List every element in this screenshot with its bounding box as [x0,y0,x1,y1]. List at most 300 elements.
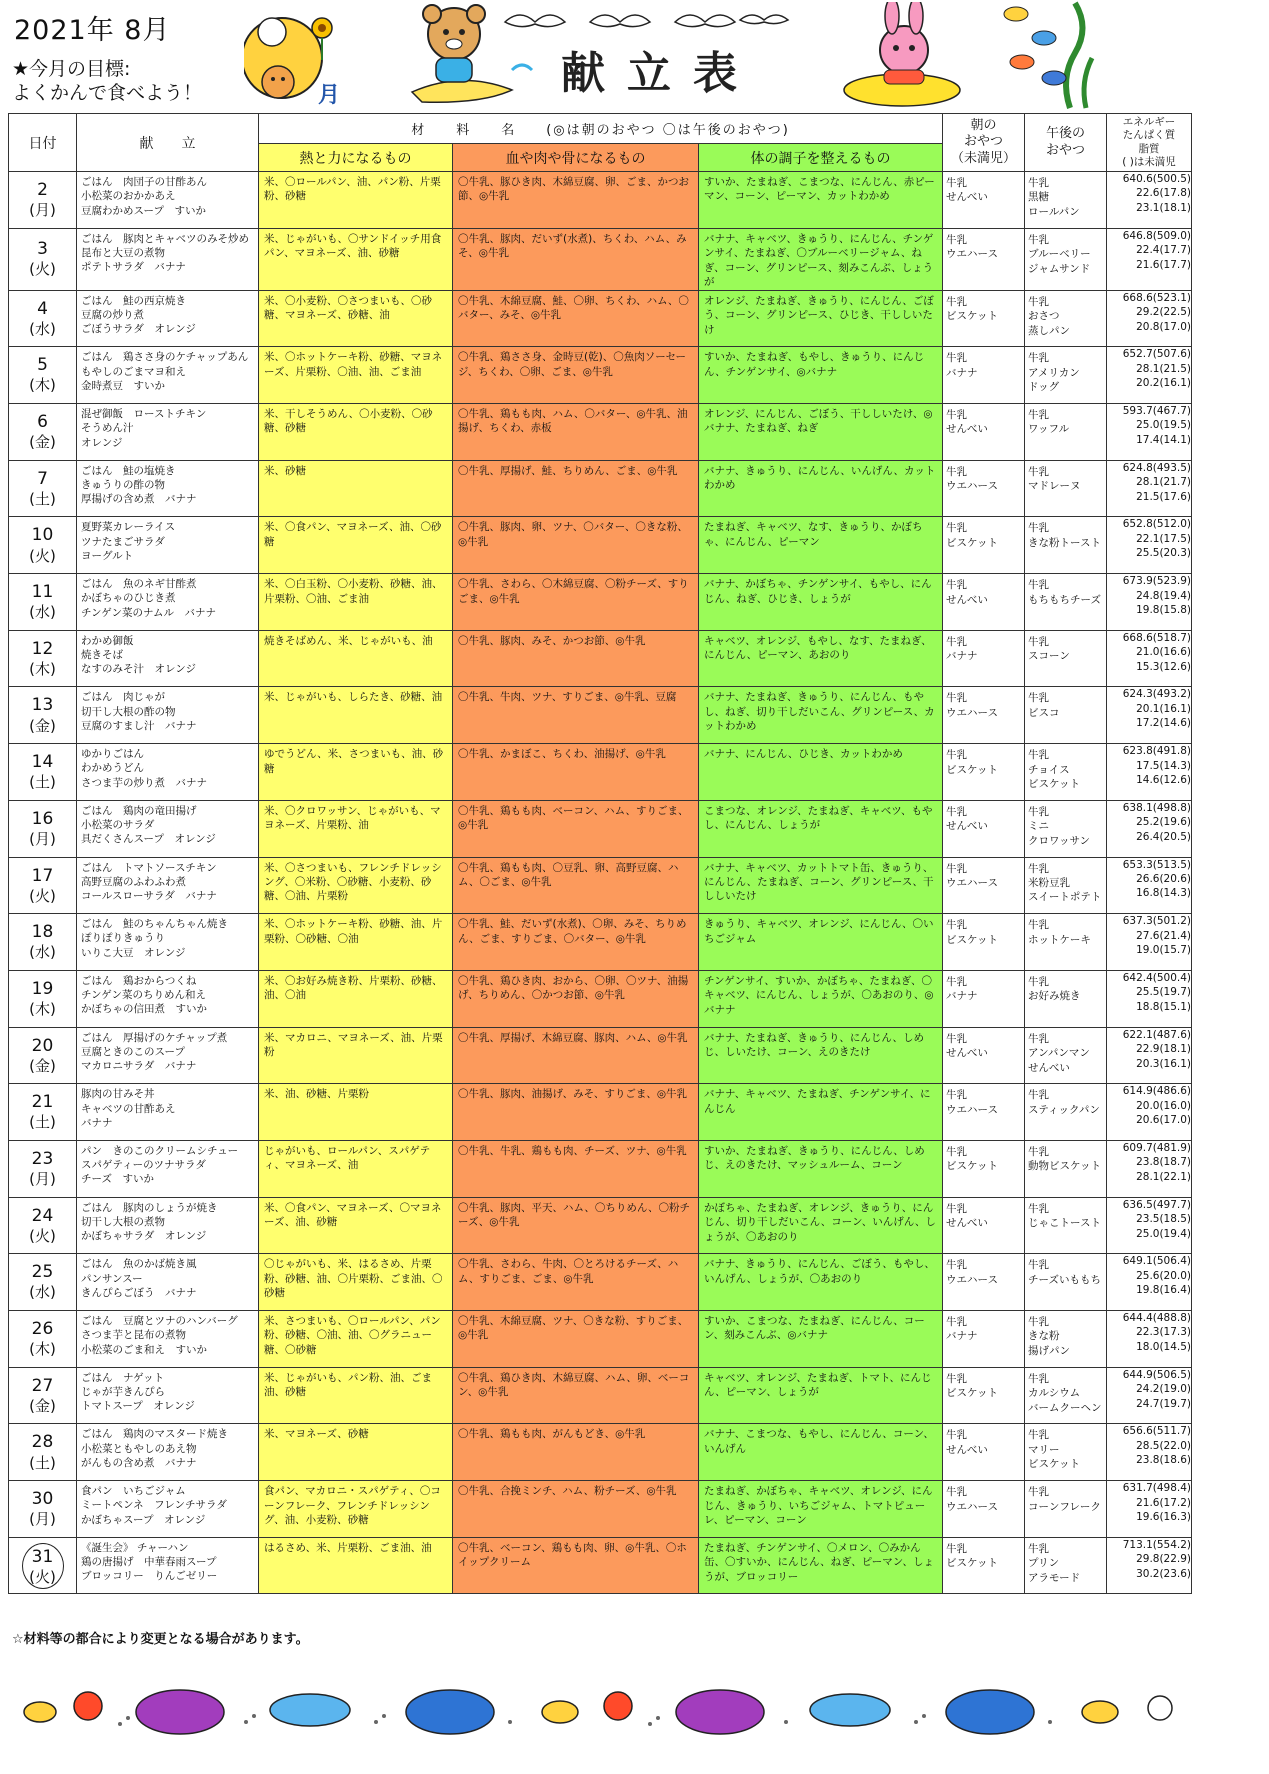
afternoon-snack: 牛乳 スコーン [1028,635,1070,663]
date-cell [9,1140,77,1197]
day-of-week: (火) [29,546,56,565]
menu-items: ごはん 魚のネギ甘酢煮 かぼちゃのひじき煮 チンゲン菜のナムル バナナ [81,578,217,619]
table-row [9,800,1192,857]
blood-ingredients: 〇牛乳、かまぼこ、ちくわ、油揚げ、◎牛乳 [458,748,666,761]
blood-ingredients: 〇牛乳、木綿豆腐、鮭、〇卵、ちくわ、ハム、〇バター、みそ、◎牛乳 [458,294,689,322]
header-materials: 材 料 名 (◎は朝のおやつ 〇は午後のおやつ) [259,114,943,144]
header-body: 体の調子を整えるもの [699,144,943,172]
table-row [9,1367,1192,1424]
table-row [9,1424,1192,1481]
menu-items: ごはん 豚肉のしょうが焼き 切干し大根の煮物 かぼちゃサラダ オレンジ [81,1201,218,1243]
fat-value: 16.8(14.3) [1136,887,1192,900]
menu-items: ごはん 鶏肉の竜田揚げ 小松菜のサラダ 具だくさんスープ オレンジ [81,804,216,846]
energy-value: 609.7(481.9) [1122,1141,1192,1154]
morning-snack: 牛乳 ビスケット [946,295,999,323]
header-energy: 熱と力になるもの [259,144,453,172]
day-number: 17 [31,865,54,886]
body-ingredients: バナナ、キャベツ、カットトマト缶、きゅうり、にんじん、たまねぎ、コーン、グリンピース、干ししいたけ [704,861,934,903]
nutrition-cell [1107,800,1192,857]
menu-items: 豚肉の甘みそ丼 キャベツの甘酢あえ バナナ [81,1088,176,1129]
fat-value: 17.2(14.6) [1136,717,1192,730]
energy-value: 652.8(512.0) [1122,518,1192,531]
energy-value: 644.9(506.5) [1122,1368,1192,1381]
nutrition-cell [1107,1424,1192,1481]
body-ingredients: オレンジ、にんじん、ごぼう、干ししいたけ、◎バナナ、たまねぎ、ねぎ [704,408,933,435]
fat-value: 17.4(14.1) [1136,433,1192,446]
afternoon-snack: 牛乳 チョイス ビスケット [1028,749,1081,791]
protein-value: 24.2(19.0) [1136,1383,1192,1396]
date-cell [9,1367,77,1424]
day-number: 20 [31,1035,54,1056]
nutrition-cell [1107,517,1192,574]
protein-value: 23.5(18.5) [1136,1213,1192,1226]
energy-ingredients: じゃがいも、ロールパン、スパゲティ、マヨネーズ、油 [264,1144,431,1172]
nutrition-cell [1107,1027,1192,1084]
energy-value: 673.9(523.9) [1122,575,1192,588]
day-of-week: (月) [29,1170,56,1189]
fat-value: 25.0(19.4) [1136,1227,1192,1240]
table-row [9,857,1192,914]
nutrition-cell [1107,1254,1192,1311]
day-of-week: (金) [29,1396,56,1415]
energy-ingredients: 米、〇ロールパン、油、パン粉、片栗粉、砂糖 [264,176,441,203]
nutrition-cell [1107,1197,1192,1254]
date-cell [9,290,77,347]
afternoon-snack: 牛乳 ワッフル [1028,409,1070,436]
blood-ingredients: 〇牛乳、さわら、牛肉、〇とろけるチーズ、ハム、すりごま、ごま、◎牛乳 [458,1258,679,1285]
morning-snack: 牛乳 せんべい [946,1429,988,1456]
date-cell [9,460,77,517]
energy-value: 713.1(554.2) [1122,1538,1192,1551]
menu-table [8,113,1192,1594]
date-cell [9,914,77,971]
menu-items: ごはん 豚肉とキャベツのみそ炒め 昆布と大豆の煮物 ポテトサラダ バナナ [81,232,249,274]
fat-value: 23.1(18.1) [1136,201,1192,214]
day-number: 25 [31,1262,54,1283]
fat-value: 19.0(15.7) [1136,944,1192,957]
energy-ingredients: 米、〇ホットケーキ粉、砂糖、マヨネーズ、片栗粉、〇油、油、ごま油 [264,351,443,378]
date-cell [9,1027,77,1084]
day-of-week: (水) [29,319,56,338]
nutrition-cell [1107,172,1192,229]
table-row [9,460,1192,517]
energy-value: 622.1(487.6) [1122,1028,1192,1041]
body-ingredients: すいか、たまねぎ、もやし、きゅうり、にんじん、チンゲンサイ、◎バナナ [704,351,925,378]
nutrition-cell [1107,1084,1192,1141]
energy-value: 656.6(511.7) [1122,1425,1192,1438]
blood-ingredients: 〇牛乳、鮭、だいず(水煮)、〇卵、みそ、ちりめん、ごま、すりごま、〇バター、◎牛乳 [458,918,687,945]
menu-items: ごはん 鮭のちゃんちゃん焼き ぽりぽりきゅうり いりこ大豆 オレンジ [81,918,228,959]
date-cell [9,744,77,801]
fat-value: 20.6(17.0) [1136,1114,1192,1127]
table-row [9,1140,1192,1197]
blood-ingredients: 〇牛乳、鶏ひき肉、木綿豆腐、ハム、卵、ベーコン、◎牛乳 [458,1371,690,1399]
energy-value: 614.9(486.6) [1122,1085,1192,1098]
energy-ingredients: 米、〇お好み焼き粉、片栗粉、砂糖、油、〇油 [264,974,443,1002]
body-ingredients: キャベツ、オレンジ、たまねぎ、トマト、にんじん、ピーマン、しょうが [704,1371,932,1399]
menu-items: 食パン いちごジャム ミートペンネ フレンチサラダ かぼちゃスープ オレンジ [81,1485,227,1526]
table-row [9,228,1192,290]
blood-ingredients: 〇牛乳、牛肉、ツナ、すりごま、◎牛乳、豆腐 [458,691,677,704]
afternoon-snack: 牛乳 ホットケーキ [1028,919,1091,946]
date-cell [9,172,77,229]
body-ingredients: バナナ、たまねぎ、きゅうり、にんじん、しめじ、しいたけ、コーン、えのきたけ [704,1031,924,1059]
afternoon-snack: 牛乳 動物ビスケット [1028,1145,1102,1173]
afternoon-snack: 牛乳 プリン アラモード [1028,1542,1081,1584]
protein-value: 25.6(20.0) [1136,1269,1192,1282]
afternoon-snack: 牛乳 カルシウム バームクーヘン [1028,1372,1102,1414]
energy-value: 646.8(509.0) [1122,229,1192,242]
fat-value: 21.5(17.6) [1136,490,1192,503]
afternoon-snack: 牛乳 マドレーヌ [1028,465,1081,493]
day-number: 14 [31,752,54,773]
afternoon-snack: 牛乳 ビスコ [1028,692,1060,719]
afternoon-snack: 牛乳 スティックパン [1028,1089,1100,1116]
energy-value: 640.6(500.5) [1122,173,1192,185]
energy-value: 593.7(467.7) [1122,405,1192,417]
blood-ingredients: 〇牛乳、厚揚げ、鮭、ちりめん、ごま、◎牛乳 [458,464,678,477]
day-number: 24 [31,1205,54,1226]
protein-value: 25.2(19.6) [1136,816,1192,829]
date-cell [9,1424,77,1481]
energy-ingredients: 米、〇食パン、マヨネーズ、油、〇砂糖 [264,521,442,548]
energy-value: 638.1(498.8) [1122,801,1192,814]
protein-value: 21.6(17.2) [1136,1496,1192,1509]
fat-value: 20.8(17.0) [1136,320,1192,333]
body-ingredients: バナナ、キャベツ、たまねぎ、チンゲンサイ、にんじん [704,1088,931,1115]
day-number: 28 [31,1432,54,1453]
protein-value: 22.6(17.8) [1136,187,1192,200]
day-of-week: (水) [29,603,56,622]
nutrition-cell [1107,1537,1192,1594]
blood-ingredients: 〇牛乳、鶏ささ身、金時豆(乾)、〇魚肉ソーセージ、ちくわ、〇卵、ごま、◎牛乳 [458,351,687,378]
nutrition-cell [1107,404,1192,461]
morning-snack: 牛乳 ビスケット [946,1145,999,1173]
day-of-week: (月) [29,201,56,220]
day-number: 13 [31,695,54,716]
energy-ingredients: 米、〇食パン、マヨネーズ、〇マヨネーズ、油、砂糖 [264,1201,442,1229]
fat-value: 26.4(20.5) [1136,830,1192,843]
date-cell [9,1084,77,1141]
nutrition-cell [1107,460,1192,517]
day-of-week: (水) [29,1283,56,1302]
fat-value: 20.3(16.1) [1136,1057,1192,1070]
blood-ingredients: 〇牛乳、豚肉、だいず(水煮)、ちくわ、ハム、みそ、◎牛乳 [458,232,687,260]
day-of-week: (金) [29,1056,56,1075]
protein-value: 22.1(17.5) [1136,532,1192,545]
menu-table-body [9,172,1192,1594]
table-row [9,1537,1192,1594]
nutrition-cell [1107,630,1192,687]
day-number: 16 [31,808,54,829]
day-of-week: (土) [29,1453,56,1472]
protein-value: 29.8(22.9) [1136,1553,1192,1566]
day-number: 12 [31,638,54,659]
day-number: 21 [31,1092,54,1113]
sea-creatures-border [10,1672,1190,1756]
nutrition-cell [1107,347,1192,404]
header-date: 日付 [9,114,77,172]
table-row [9,517,1192,574]
day-number: 19 [31,978,54,999]
morning-snack: 牛乳 ウエハース [946,465,999,493]
protein-value: 23.8(18.7) [1136,1156,1192,1169]
nutrition-cell [1107,290,1192,347]
day-of-week: (土) [29,1113,56,1132]
energy-value: 668.6(523.1) [1122,291,1192,304]
year-month: 2021年 8月 [14,15,171,46]
morning-snack: 牛乳 バナナ [946,975,978,1003]
energy-ingredients: 米、〇小麦粉、〇さつまいも、〇砂糖、マヨネーズ、砂糖、油 [264,294,432,322]
energy-ingredients: 焼きそばめん、米、じゃがいも、油 [264,634,433,647]
body-ingredients: バナナ、にんじん、ひじき、カットわかめ [704,748,903,761]
table-row [9,1197,1192,1254]
menu-items: ごはん 魚のかば焼き風 パンサンスー きんぴらごぼう バナナ [81,1258,197,1299]
table-row [9,744,1192,801]
nutrition-cell [1107,228,1192,290]
rabbit-float-illustration [832,2,972,116]
afternoon-snack: 牛乳 じゃこトースト [1028,1202,1102,1230]
energy-ingredients: 米、油、砂糖、片栗粉 [264,1088,369,1101]
menu-items: ゆかりごはん わかめうどん さつま芋の炒り煮 バナナ [81,748,207,789]
blood-ingredients: 〇牛乳、鶏もも肉、がんもどき、◎牛乳 [458,1428,646,1441]
protein-value: 20.0(16.0) [1136,1099,1192,1112]
nutrition-cell [1107,857,1192,914]
day-number: 4 [37,298,48,319]
date-cell [9,517,77,574]
menu-items: ごはん 鶏肉のマスタード焼き 小松菜ともやしのあえ物 がんもの含め煮 バナナ [81,1428,228,1469]
nutrition-cell [1107,1367,1192,1424]
morning-snack: 牛乳 ウエハース [946,1486,999,1513]
day-number: 10 [31,525,54,546]
menu-items: ごはん 肉じゃが 切干し大根の酢の物 豆腐のすまし汁 バナナ [81,691,197,732]
energy-value: 631.7(498.4) [1122,1482,1192,1495]
nutrition-cell [1107,1140,1192,1197]
protein-value: 21.0(16.6) [1136,646,1192,659]
table-row [9,290,1192,347]
table-row [9,1311,1192,1368]
date-cell [9,630,77,687]
menu-items: ごはん 肉団子の甘酢あん 小松菜のおかかあえ 豆腐わかめスープ すいか [81,176,207,217]
morning-snack: 牛乳 ビスケット [946,1372,999,1400]
nutrition-cell [1107,574,1192,631]
day-of-week: (木) [29,659,56,678]
energy-value: 649.1(506.4) [1122,1255,1192,1268]
morning-snack: 牛乳 せんべい [946,1032,988,1060]
day-of-week: (土) [29,489,56,508]
fat-value: 15.3(12.6) [1136,660,1192,673]
morning-snack: 牛乳 せんべい [946,1202,988,1230]
protein-value: 22.9(18.1) [1136,1043,1192,1056]
energy-value: 652.7(507.6) [1122,348,1192,361]
day-of-week: (水) [29,943,56,962]
afternoon-snack: 牛乳 米粉豆乳 スイートポテト [1028,862,1102,904]
afternoon-snack: 牛乳 きな粉 揚げパン [1028,1316,1071,1357]
day-of-week: (土) [29,773,56,792]
fat-value: 20.2(16.1) [1136,377,1192,390]
table-row [9,970,1192,1027]
energy-ingredients: 米、じゃがいも、パン粉、油、ごま油、砂糖 [264,1371,432,1399]
afternoon-snack: 牛乳 アメリカン ドッグ [1028,352,1080,394]
morning-snack: 牛乳 ウエハース [946,1259,999,1286]
menu-items: ごはん 鮭の塩焼き きゅうりの酢の物 厚揚げの含め煮 バナナ [81,464,197,506]
day-number: 31 [31,1546,54,1567]
energy-ingredients: はるさめ、米、片栗粉、ごま油、油 [264,1541,432,1554]
body-ingredients: すいか、こまつな、たまねぎ、にんじん、コーン、刻みこんぶ、◎バナナ [704,1315,925,1342]
energy-ingredients: 米、干しそうめん、〇小麦粉、〇砂糖、砂糖 [264,408,433,435]
energy-ingredients: 米、〇ホットケーキ粉、砂糖、油、片栗粉、〇砂糖、〇油 [264,918,443,945]
body-ingredients: バナナ、かぼちゃ、チンゲンサイ、もやし、にんじん、ねぎ、ひじき、しょうが [704,578,932,605]
blood-ingredients: 〇牛乳、豚肉、みそ、かつお節、◎牛乳 [458,634,646,647]
protein-value: 29.2(22.5) [1136,306,1192,319]
day-number: 3 [37,239,48,260]
morning-snack: 牛乳 ビスケット [946,919,999,946]
body-ingredients: すいか、たまねぎ、こまつな、にんじん、赤ピーマン、コーン、ピーマン、カットわかめ [704,176,935,203]
date-cell [9,404,77,461]
page-title-text: 献立表 [561,48,759,99]
protein-value: 25.0(19.5) [1136,419,1192,432]
blood-ingredients: 〇牛乳、豚ひき肉、木綿豆腐、卵、ごま、かつお節、◎牛乳 [458,176,689,203]
energy-ingredients: 米、マカロニ、マヨネーズ、油、片栗粉 [264,1031,443,1059]
day-of-week: (金) [29,433,56,452]
day-number: 2 [37,180,48,201]
protein-value: 17.5(14.3) [1136,759,1192,772]
menu-items: ごはん 鮭の西京焼き 豆腐の炒り煮 ごぼうサラダ オレンジ [81,294,196,336]
energy-ingredients: 米、〇白玉粉、〇小麦粉、砂糖、油、片栗粉、〇油、ごま油 [264,578,443,605]
afternoon-snack: 牛乳 ミニ クロワッサン [1028,805,1090,847]
date-cell [9,228,77,290]
date-cell [9,1197,77,1254]
blood-ingredients: 〇牛乳、豚肉、卵、ツナ、〇バター、〇きな粉、◎牛乳 [458,521,688,548]
day-number: 11 [31,582,54,603]
blood-ingredients: 〇牛乳、豚肉、平天、ハム、〇ちりめん、〇粉チーズ、◎牛乳 [458,1201,690,1229]
fat-value: 23.8(18.6) [1136,1454,1192,1467]
menu-items: わかめ御飯 焼きそば なすのみそ汁 オレンジ [81,634,196,676]
protein-value: 22.3(17.3) [1136,1326,1192,1339]
day-of-week: (木) [29,1000,56,1019]
fat-value: 18.0(14.5) [1136,1340,1192,1353]
energy-value: 637.3(501.2) [1122,915,1192,928]
energy-ingredients: 米、〇クロワッサン、じゃがいも、マヨネーズ、片栗粉、油 [264,804,441,832]
energy-value: 653.3(513.5) [1122,858,1192,871]
morning-snack: 牛乳 ウエハース [946,1089,999,1116]
energy-value: 623.8(491.8) [1122,745,1192,758]
morning-snack: 牛乳 バナナ [946,352,978,379]
table-row [9,630,1192,687]
fat-value: 19.6(16.3) [1136,1511,1192,1524]
fat-value: 18.8(15.1) [1136,1000,1192,1013]
table-row [9,687,1192,744]
day-number: 23 [31,1148,54,1169]
blood-ingredients: 〇牛乳、鶏ひき肉、おから、〇卵、〇ツナ、油揚げ、ちりめん、〇かつお節、◎牛乳 [458,974,689,1002]
energy-ingredients: ゆでうどん、米、さつまいも、油、砂糖 [264,748,444,775]
morning-snack: 牛乳 バナナ [946,1316,978,1343]
date-cell [9,1537,77,1594]
day-of-week: (金) [29,716,56,735]
morning-snack: 牛乳 せんべい [946,579,988,606]
protein-value: 28.1(21.7) [1136,476,1192,489]
date-cell [9,857,77,914]
header-menu: 献 立 [77,114,259,172]
monthly-goal-text: よくかんで食べよう！ [12,82,203,104]
menu-items: ごはん 豆腐とツナのハンバーグ さつま芋と昆布の煮物 小松菜のごま和え すいか [81,1315,238,1356]
body-ingredients: バナナ、きゅうり、にんじん、いんげん、カットわかめ [704,464,936,492]
morning-snack: 牛乳 せんべい [946,409,988,436]
energy-ingredients: 〇じゃがいも、米、はるさめ、片栗粉、砂糖、油、〇片栗粉、ごま油、〇砂糖 [264,1258,443,1300]
menu-items: 夏野菜カレーライス ツナたまごサラダ ヨーグルト [81,521,176,562]
morning-snack: 牛乳 ウエハース [946,233,999,261]
morning-snack: 牛乳 ウエハース [946,692,999,719]
birthday-circle [22,1543,64,1589]
energy-value: 624.3(493.2) [1122,688,1192,701]
day-of-week: (木) [29,1340,56,1359]
menu-items: ごはん 鶏おからつくね チンゲン菜のちりめん和え かぼちゃの信田煮 すいか [81,974,207,1016]
body-ingredients: バナナ、たまねぎ、きゅうり、にんじん、もやし、ねぎ、切り干しだいこん、グリンピース、カットわかめ [704,691,935,733]
blood-ingredients: 〇牛乳、鶏もも肉、ハム、〇バター、◎牛乳、油揚げ、ちくわ、赤板 [458,408,688,435]
body-ingredients: きゅうり、キャベツ、オレンジ、にんじん、〇いちごジャム [704,918,934,945]
date-cell [9,970,77,1027]
protein-value: 22.4(17.7) [1136,244,1192,257]
menu-items: ごはん トマトソースチキン 高野豆腐のふわふわ煮 コールスローサラダ バナナ [81,861,217,903]
body-ingredients: オレンジ、たまねぎ、きゅうり、にんじん、ごぼう、コーン、グリンピース、ひじき、干ししいたけ [704,294,934,336]
header-blood: 血や肉や骨になるもの [453,144,699,172]
morning-snack: 牛乳 バナナ [946,635,978,663]
table-row [9,1481,1192,1538]
afternoon-snack: 牛乳 黒糖 ロールパン [1028,177,1080,218]
fat-value: 19.8(15.8) [1136,604,1192,617]
day-number: 6 [37,412,48,433]
nutrition-cell [1107,1311,1192,1368]
energy-ingredients: 米、〇さつまいも、フレンチドレッシング、〇米粉、〇砂糖、小麦粉、砂糖、〇油、片栗粉 [264,861,442,903]
afternoon-snack: 牛乳 きな粉トースト [1028,522,1102,549]
body-ingredients: かぼちゃ、たまねぎ、オレンジ、きゅうり、にんじん、切り干しだいこん、コーン、いんげん、しょうが、〇あおのり [704,1201,936,1243]
day-of-week: (木) [29,376,56,395]
fat-value: 28.1(22.1) [1136,1170,1192,1183]
date-cell [9,1481,77,1538]
header-afternoon-snack: 午後の おやつ [1025,114,1107,172]
body-ingredients: バナナ、こまつな、もやし、にんじん、コーン、いんげん [704,1428,934,1455]
fish-seaweed-illustration [1000,0,1100,114]
blood-ingredients: 〇牛乳、鶏もも肉、〇豆乳、卵、高野豆腐、ハム、〇ごま、◎牛乳 [458,861,679,888]
protein-value: 27.6(21.4) [1136,929,1192,942]
menu-items: ごはん ナゲット じゃが芋きんぴら トマトスープ オレンジ [81,1371,195,1413]
day-of-week: (火) [29,1226,56,1245]
afternoon-snack: 牛乳 お好み焼き [1028,975,1081,1003]
nutrition-cell [1107,1481,1192,1538]
day-number: 30 [31,1489,54,1510]
fat-value: 14.6(12.6) [1136,774,1192,787]
menu-items: ごはん 鶏ささ身のケチャップあん もやしのごまマヨ和え 金時煮豆 すいか [81,351,249,392]
table-row [9,172,1192,229]
body-ingredients: バナナ、きゅうり、にんじん、ごぼう、もやし、いんげん、しょうが、〇あおのり [704,1258,935,1285]
nutrition-cell [1107,914,1192,971]
body-ingredients: すいか、たまねぎ、きゅうり、にんじん、しめじ、えのきたけ、マッシュルーム、コーン [704,1144,925,1172]
blood-ingredients: 〇牛乳、ベーコン、鶏もも肉、卵、◎牛乳、〇ホイップクリーム [458,1541,687,1569]
morning-snack: 牛乳 ウエハース [946,862,999,889]
day-number: 27 [31,1375,54,1396]
protein-value: 25.5(19.7) [1136,986,1192,999]
body-ingredients: たまねぎ、チンゲンサイ、〇メロン、〇みかん缶、〇すいか、にんじん、ねぎ、ピーマン、しょうが、ブロッコリー [704,1541,934,1583]
blood-ingredients: 〇牛乳、鶏もも肉、ベーコン、ハム、すりごま、◎牛乳 [458,804,689,832]
menu-items: ごはん 厚揚げのケチャップ煮 豆腐ときのこのスープ マカロニサラダ バナナ [81,1031,228,1073]
nutrition-cell [1107,744,1192,801]
energy-value: 644.4(488.8) [1122,1312,1192,1324]
afternoon-snack: 牛乳 もちもちチーズ [1028,579,1102,606]
header-nutrition: エネルギー たんぱく質 脂質 ( )は未満児 [1107,114,1192,172]
energy-ingredients: 米、さつまいも、〇ロールパン、パン粉、砂糖、〇油、油、〇グラニュー糖、〇砂糖 [264,1315,441,1356]
body-ingredients: たまねぎ、かぼちゃ、キャベツ、オレンジ、にんじん、きゅうり、いちごジャム、トマトピューレ、ピーマン、コーン [704,1485,933,1527]
month-badge-label: 月 [318,83,341,108]
